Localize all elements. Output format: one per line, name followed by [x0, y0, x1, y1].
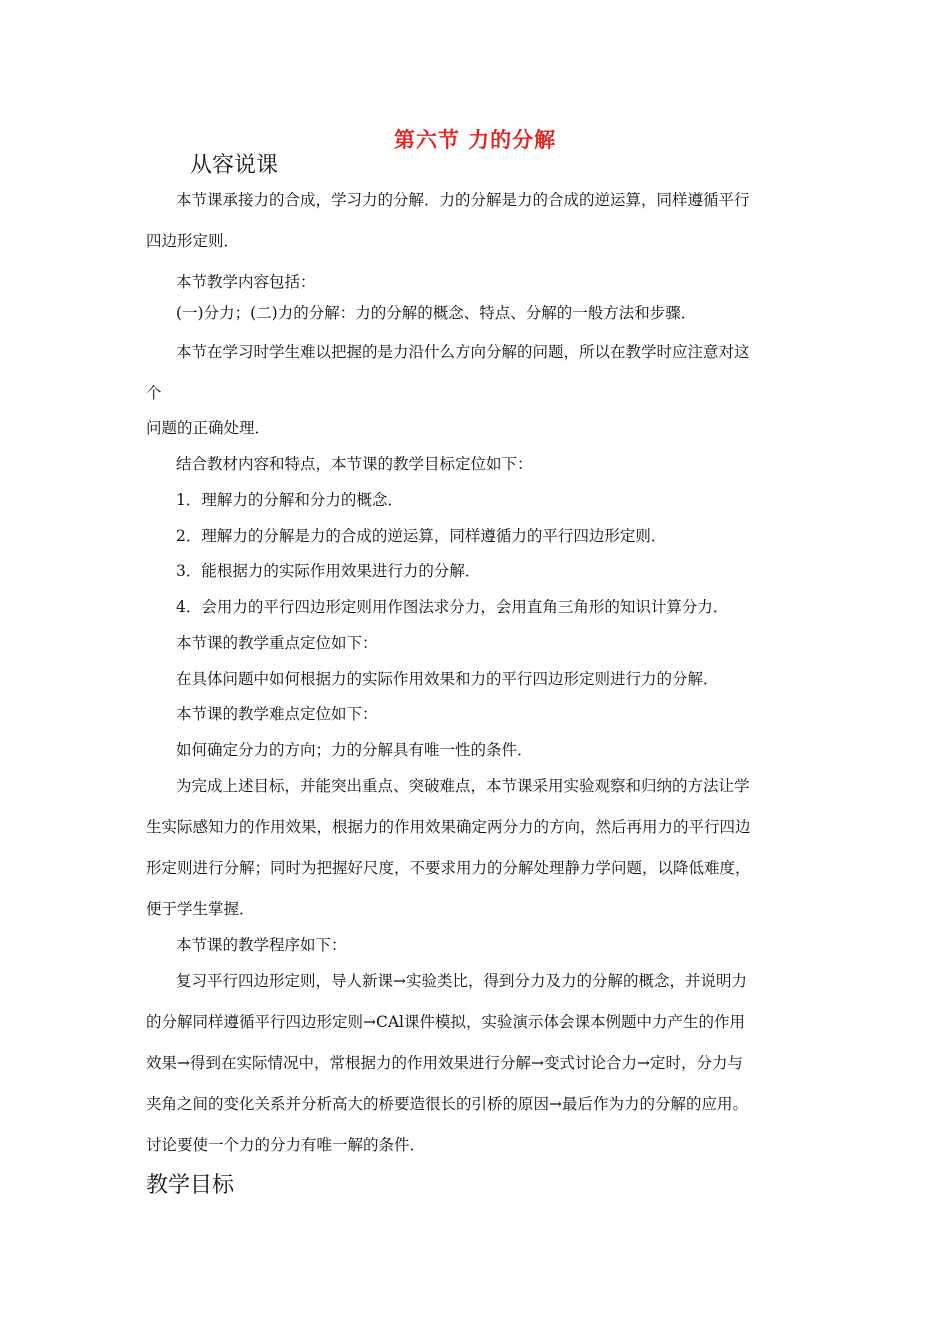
paragraph-line: 形定则进行分解；同时为把握好尺度，不要求用力的分解处理静力学问题，以降低难度， — [146, 859, 751, 877]
paragraph-line: 效果→得到在实际情况中，常根据力的作用效果进行分解→变式讨论合力→定时，分力与 — [146, 1054, 743, 1072]
paragraph-line: 生实际感知力的作用效果，根据力的作用效果确定两分力的方向，然后再用力的平行四边 — [146, 818, 751, 836]
paragraph-line: 在具体问题中如何根据力的实际作用效果和力的平行四边形定则进行力的分解． — [176, 670, 719, 688]
paragraph-line: 复习平行四边形定则，导人新课→实验类比，得到分力及力的分解的概念，并说明力 — [176, 972, 747, 990]
section-heading-goals: 教学目标 — [146, 1173, 235, 1198]
paragraph-line: 夹角之间的变化关系并分析高大的桥要造很长的引桥的原因→最后作为力的分解的应用。 — [146, 1095, 748, 1113]
paragraph-line: 的分解同样遵循平行四边形定则→CAl课件模拟，实验演示体会课本例题中力产生的作用 — [146, 1013, 746, 1031]
goal-item: 2．理解力的分解是力的合成的逆运算，同样遵循力的平行四边形定则． — [176, 527, 667, 545]
paragraph-line: 为完成上述目标，并能突出重点、突破难点，本节课采用实验观察和归纳的方法让学 — [176, 777, 750, 795]
paragraph-line: 本节教学内容包括： — [176, 273, 316, 291]
goal-item: 3．能根据力的实际作用效果进行力的分解． — [176, 562, 481, 580]
paragraph-line: 结合教材内容和特点，本节课的教学目标定位如下： — [176, 455, 533, 473]
paragraph-line: 本节在学习时学生难以把握的是力沿什么方向分解的问题，所以在教学时应注意对这 — [176, 343, 750, 361]
paragraph-line: 本节课的教学难点定位如下： — [176, 705, 378, 723]
paragraph-line: 便于学生掌握． — [146, 900, 255, 918]
section-heading-shuoke: 从容说课 — [190, 153, 279, 178]
paragraph-line: (一)分力；(二)力的分解：力的分解的概念、特点、分解的一般方法和步骤． — [176, 304, 697, 322]
goal-item: 4．会用力的平行四边形定则用作图法求分力，会用直角三角形的知识计算分力． — [176, 598, 729, 616]
paragraph-line: 本节课的教学重点定位如下： — [176, 634, 378, 652]
paragraph-line: 如何确定分力的方向；力的分解具有唯一性的条件． — [176, 741, 533, 759]
paragraph-line: 本节课的教学程序如下： — [176, 936, 347, 954]
goal-item: 1．理解力的分解和分力的概念． — [176, 491, 403, 509]
document-title: 第六节 力的分解 — [393, 127, 557, 152]
paragraph-line: 四边形定则． — [146, 232, 240, 250]
paragraph-line: 讨论要使一个力的分力有唯一解的条件． — [146, 1136, 426, 1154]
paragraph-line: 个 — [146, 384, 162, 402]
paragraph-line: 问题的正确处理． — [146, 419, 271, 437]
paragraph-line: 本节课承接力的合成，学习力的分解．力的分解是力的合成的逆运算，同样遵循平行 — [176, 191, 750, 209]
